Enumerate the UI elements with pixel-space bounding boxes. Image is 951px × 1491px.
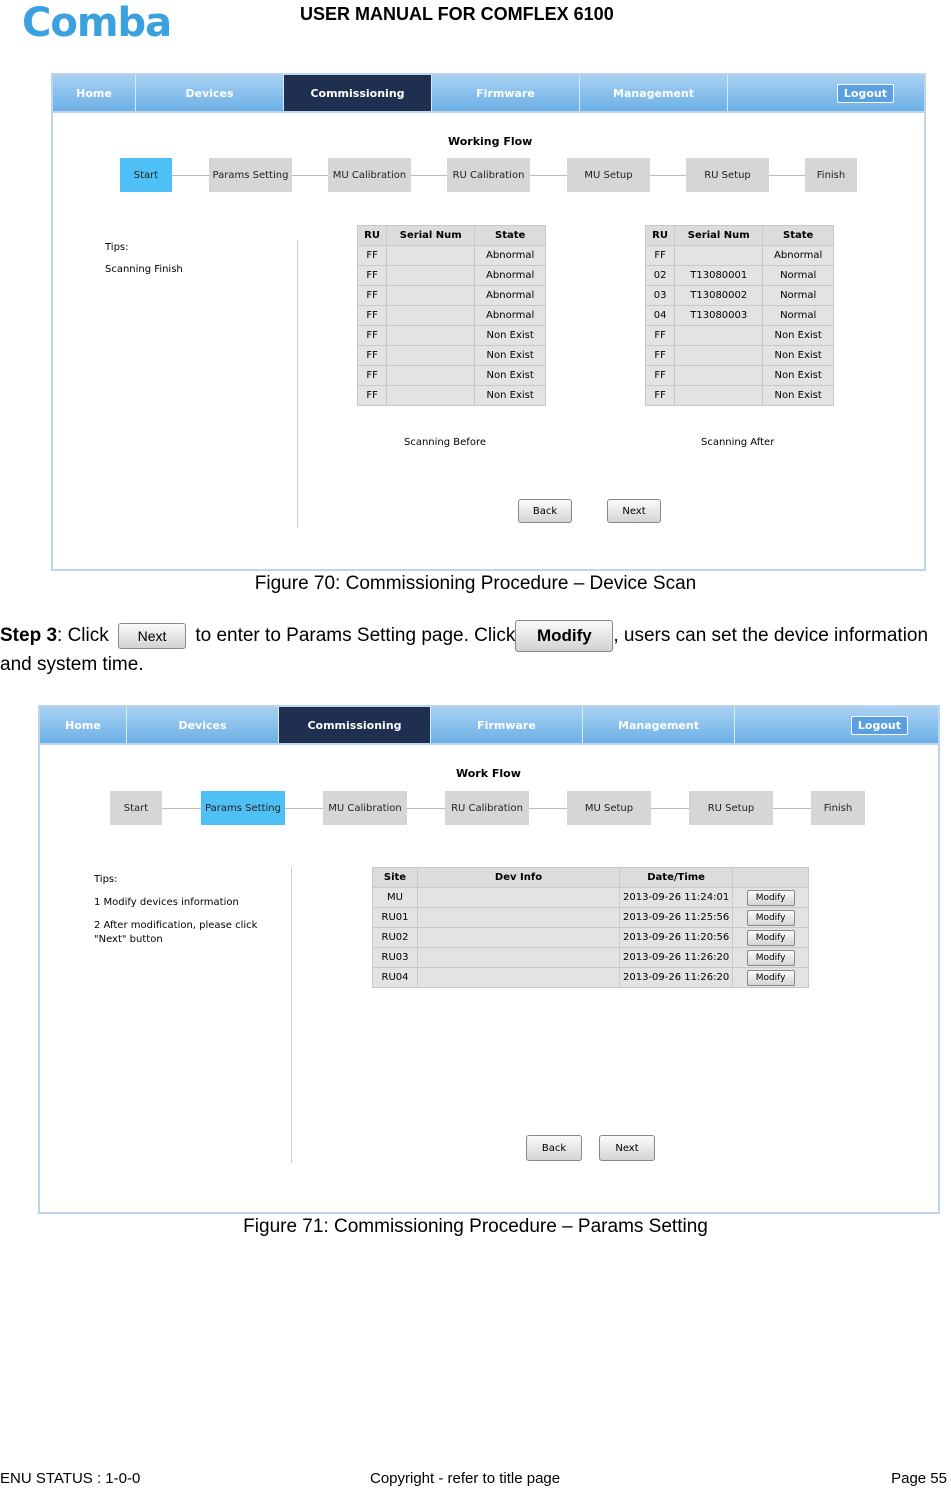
figure-70-screenshot	[51, 73, 926, 571]
scan-before-table	[357, 225, 546, 406]
table-row: RU02 2013-09-26 11:20:56 Modify	[373, 928, 809, 948]
tab-devices[interactable]: Devices	[136, 75, 284, 111]
modify-button[interactable]: Modify	[747, 890, 795, 906]
scan-after-table	[645, 225, 834, 406]
table-row: 04 T13080003 Normal	[646, 306, 834, 326]
logout-button[interactable]: Logout	[837, 84, 894, 103]
table-row: RU03 2013-09-26 11:26:20 Modify	[373, 948, 809, 968]
table-row: FF Non Exist	[358, 386, 546, 406]
next-button[interactable]: Next	[599, 1135, 655, 1161]
column-header	[733, 868, 809, 888]
footer-page-number: Page 55	[891, 1470, 947, 1487]
step-mu-calibration[interactable]: MU Calibration	[328, 158, 411, 192]
step-mu-setup[interactable]: MU Setup	[567, 791, 651, 825]
figure-70-caption: Figure 70: Commissioning Procedure – Device Scan	[254, 573, 697, 594]
step-ru-calibration[interactable]: RU Calibration	[445, 791, 529, 825]
tips-text: Scanning Finish	[105, 264, 183, 275]
step-3-paragraph: Step 3: Click Next to enter to Params Setting page. Click Modify , users can set the device information and system time.	[0, 620, 951, 677]
figure-71-screenshot	[38, 705, 940, 1214]
tips-title: Tips:	[105, 242, 129, 253]
table-row: MU 2013-09-26 11:24:01 Modify	[373, 888, 809, 908]
comba-logo: Comba	[22, 0, 172, 46]
next-button-image: Next	[118, 623, 186, 649]
flow-arrow	[285, 808, 323, 809]
tab-commissioning[interactable]: Commissioning	[279, 707, 431, 743]
table-row: FF Non Exist	[646, 346, 834, 366]
document-title: USER MANUAL FOR COMFLEX 6100	[300, 4, 614, 24]
tip-2: 2 After modification, please click "Next" button	[94, 920, 258, 945]
column-header: RU	[646, 226, 675, 246]
tab-home[interactable]: Home	[53, 75, 136, 111]
tab-devices[interactable]: Devices	[127, 707, 279, 743]
table-row: FF Non Exist	[646, 326, 834, 346]
step-ru-setup[interactable]: RU Setup	[689, 791, 773, 825]
flow-arrow	[407, 808, 445, 809]
tips-title: Tips:	[94, 874, 118, 885]
flow-arrow	[411, 175, 447, 176]
step-params-setting[interactable]: Params Setting	[201, 791, 285, 825]
step-finish[interactable]: Finish	[811, 791, 865, 825]
flow-arrow	[773, 808, 811, 809]
flow-arrow	[172, 175, 209, 176]
flow-arrow	[769, 175, 805, 176]
device-params-table	[372, 867, 809, 988]
figure-71-caption: Figure 71: Commissioning Procedure – Params Setting	[243, 1216, 708, 1237]
step-ru-calibration[interactable]: RU Calibration	[447, 158, 530, 192]
scanning-after-label: Scanning After	[701, 437, 775, 448]
step-start[interactable]: Start	[120, 158, 172, 192]
table-row: FF Non Exist	[646, 366, 834, 386]
flow-arrow	[292, 175, 328, 176]
scanning-before-label: Scanning Before	[404, 437, 486, 448]
column-header: Serial Num	[387, 226, 475, 246]
tab-management[interactable]: Management	[583, 707, 735, 743]
tip-1: 1 Modify devices information	[94, 897, 239, 908]
table-row: FF Abnormal	[358, 286, 546, 306]
column-header: Date/Time	[620, 868, 733, 888]
step-3-label: Step 3	[0, 625, 58, 647]
column-header: Site	[373, 868, 418, 888]
table-row: RU01 2013-09-26 11:25:56 Modify	[373, 908, 809, 928]
step-params-setting[interactable]: Params Setting	[209, 158, 292, 192]
table-row: FF Non Exist	[358, 366, 546, 386]
step-start[interactable]: Start	[110, 791, 162, 825]
table-row: 03 T13080002 Normal	[646, 286, 834, 306]
tab-management[interactable]: Management	[580, 75, 728, 111]
flow-arrow	[650, 175, 686, 176]
nav-bar	[40, 707, 938, 745]
tab-commissioning[interactable]: Commissioning	[284, 75, 432, 111]
table-row: 02 T13080001 Normal	[646, 266, 834, 286]
modify-button[interactable]: Modify	[747, 970, 795, 986]
step-finish[interactable]: Finish	[805, 158, 857, 192]
step-mu-calibration[interactable]: MU Calibration	[323, 791, 407, 825]
column-header: Serial Num	[675, 226, 763, 246]
flow-arrow	[530, 175, 567, 176]
back-button[interactable]: Back	[526, 1135, 582, 1161]
modify-button[interactable]: Modify	[747, 910, 795, 926]
column-header: State	[763, 226, 834, 246]
tips-panel	[105, 237, 183, 281]
next-button[interactable]: Next	[607, 499, 661, 523]
modify-button-image: Modify	[515, 620, 613, 652]
logout-button[interactable]: Logout	[851, 716, 908, 735]
divider	[291, 867, 292, 1163]
nav-bar	[53, 75, 924, 113]
divider	[297, 240, 298, 528]
flow-arrow	[162, 808, 201, 809]
flow-arrow	[651, 808, 689, 809]
table-row: FF Abnormal	[358, 266, 546, 286]
flow-title: Working Flow	[448, 135, 533, 148]
modify-button[interactable]: Modify	[747, 930, 795, 946]
table-row: FF Non Exist	[358, 346, 546, 366]
table-row: RU04 2013-09-26 11:26:20 Modify	[373, 968, 809, 988]
column-header: RU	[358, 226, 387, 246]
tips-panel	[94, 873, 274, 947]
table-row: FF Abnormal	[358, 246, 546, 266]
step-ru-setup[interactable]: RU Setup	[686, 158, 769, 192]
step-mu-setup[interactable]: MU Setup	[567, 158, 650, 192]
tab-home[interactable]: Home	[40, 707, 127, 743]
table-row: FF Non Exist	[358, 326, 546, 346]
flow-title: Work Flow	[456, 767, 521, 780]
column-header: Dev Info	[418, 868, 620, 888]
tab-firmware[interactable]: Firmware	[431, 707, 583, 743]
tab-firmware[interactable]: Firmware	[432, 75, 580, 111]
footer-copyright: Copyright - refer to title page	[370, 1470, 561, 1487]
back-button[interactable]: Back	[518, 499, 572, 523]
table-row: FF Abnormal	[358, 306, 546, 326]
table-row: FF Abnormal	[646, 246, 834, 266]
modify-button[interactable]: Modify	[747, 950, 795, 966]
table-row: FF Non Exist	[646, 386, 834, 406]
column-header: State	[475, 226, 546, 246]
footer-status: ENU STATUS : 1-0-0	[0, 1470, 141, 1487]
flow-arrow	[529, 808, 567, 809]
